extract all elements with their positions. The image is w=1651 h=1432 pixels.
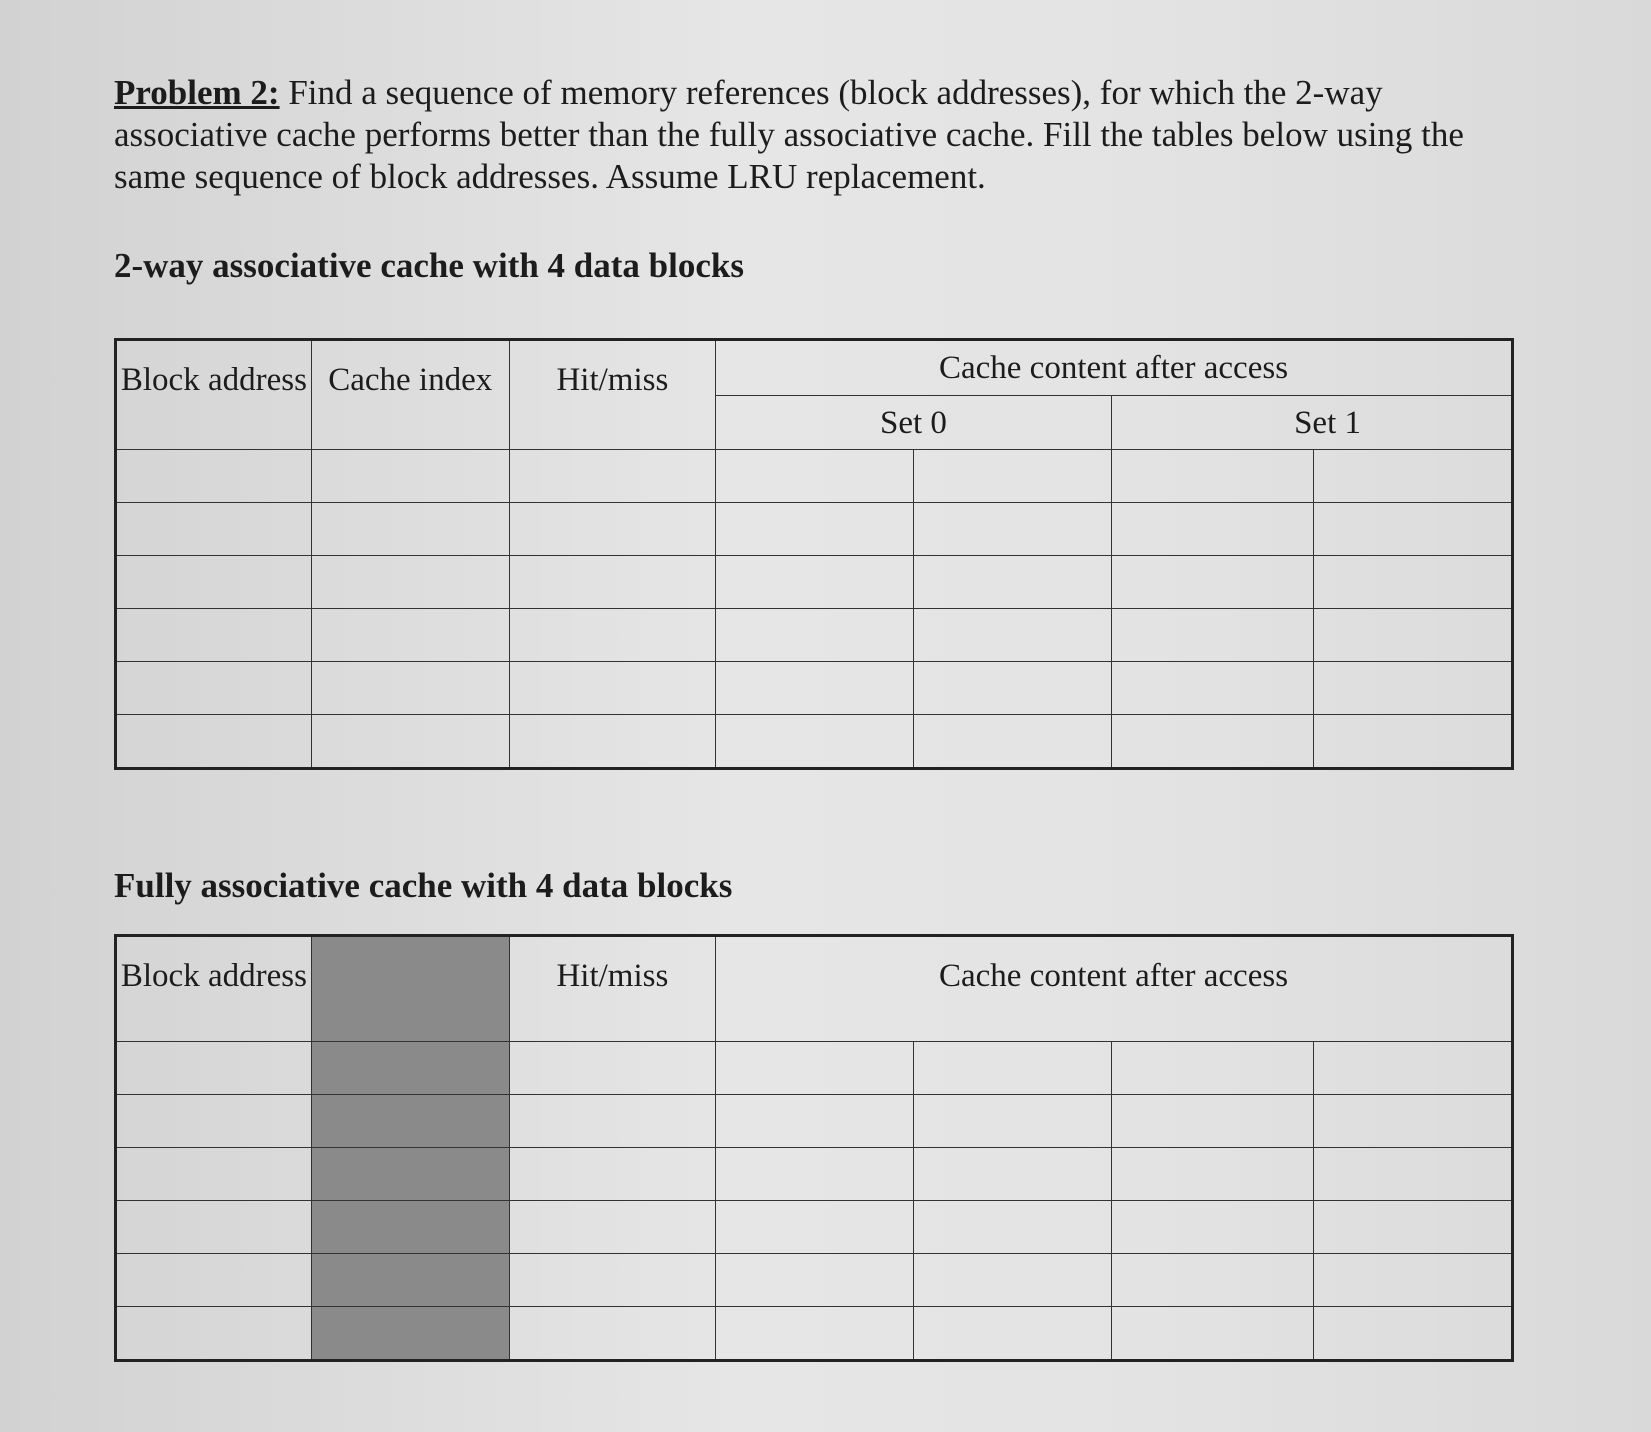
cell-content-3[interactable] <box>1111 662 1313 715</box>
cell-block-address[interactable] <box>116 556 312 609</box>
col-header-cache-content: Cache content after access <box>716 340 1513 396</box>
cell-hit-miss[interactable] <box>509 609 715 662</box>
shaded-cell <box>311 1307 509 1361</box>
cell-cache-index[interactable] <box>311 715 509 769</box>
col-header-hit-miss: Hit/miss <box>509 340 715 450</box>
cell-content-2[interactable] <box>913 450 1111 503</box>
cell-cache-index[interactable] <box>311 609 509 662</box>
table-row <box>116 662 1513 715</box>
problem-text: Find a sequence of memory references (block addresses), for which the 2-way associative cache performs better than the fully associative cache. Fill the tables below using the same sequence of block addresses. Assume LRU replacement. <box>114 73 1464 196</box>
cell-content-4[interactable] <box>1313 715 1512 769</box>
cell-hit-miss[interactable] <box>509 503 715 556</box>
cell-content-1[interactable] <box>716 1307 914 1361</box>
table-row <box>116 1254 1513 1307</box>
table-row <box>116 1095 1513 1148</box>
cell-hit-miss[interactable] <box>509 1095 715 1148</box>
cell-hit-miss[interactable] <box>509 556 715 609</box>
cell-block-address[interactable] <box>116 1307 312 1361</box>
table-row <box>116 556 1513 609</box>
cell-content-4[interactable] <box>1313 1148 1512 1201</box>
cell-content-2[interactable] <box>913 1148 1111 1201</box>
cell-block-address[interactable] <box>116 450 312 503</box>
col-header-block-address: Block address <box>116 936 312 1042</box>
cell-content-3[interactable] <box>1111 1254 1313 1307</box>
cell-content-3[interactable] <box>1111 1307 1313 1361</box>
cell-hit-miss[interactable] <box>509 450 715 503</box>
problem-statement <box>114 72 1544 198</box>
cell-content-4[interactable] <box>1313 1201 1512 1254</box>
cell-content-2[interactable] <box>913 1307 1111 1361</box>
cell-hit-miss[interactable] <box>509 1201 715 1254</box>
cell-content-3[interactable] <box>1111 503 1313 556</box>
two-way-heading: 2-way associative cache with 4 data blocks <box>114 246 744 285</box>
table-row <box>116 1201 1513 1254</box>
col-header-set-1: Set 1 <box>1111 396 1512 450</box>
cell-hit-miss[interactable] <box>509 1148 715 1201</box>
cell-content-3[interactable] <box>1111 450 1313 503</box>
fully-assoc-cache-table <box>114 934 1514 1362</box>
table-row <box>116 609 1513 662</box>
cell-content-2[interactable] <box>913 662 1111 715</box>
cell-block-address[interactable] <box>116 1148 312 1201</box>
cell-cache-index[interactable] <box>311 662 509 715</box>
cell-content-3[interactable] <box>1111 1148 1313 1201</box>
cell-hit-miss[interactable] <box>509 1042 715 1095</box>
table-row <box>116 1042 1513 1095</box>
cell-content-4[interactable] <box>1313 1254 1512 1307</box>
table-row <box>116 1307 1513 1361</box>
cell-content-2[interactable] <box>913 1201 1111 1254</box>
fully-assoc-heading: Fully associative cache with 4 data blocks <box>114 866 733 905</box>
cell-block-address[interactable] <box>116 609 312 662</box>
cell-content-1[interactable] <box>716 503 914 556</box>
cell-hit-miss[interactable] <box>509 1254 715 1307</box>
cell-block-address[interactable] <box>116 1254 312 1307</box>
table-row <box>116 450 1513 503</box>
cell-content-2[interactable] <box>913 1095 1111 1148</box>
shaded-column-header <box>311 936 509 1042</box>
shaded-cell <box>311 1042 509 1095</box>
cell-content-1[interactable] <box>716 609 914 662</box>
cell-content-3[interactable] <box>1111 1042 1313 1095</box>
cell-content-1[interactable] <box>716 450 914 503</box>
two-way-cache-table <box>114 338 1514 770</box>
cell-content-2[interactable] <box>913 556 1111 609</box>
cell-content-1[interactable] <box>716 662 914 715</box>
col-header-cache-content: Cache content after access <box>716 936 1513 1042</box>
cell-hit-miss[interactable] <box>509 662 715 715</box>
cell-content-4[interactable] <box>1313 1042 1512 1095</box>
cell-content-3[interactable] <box>1111 715 1313 769</box>
cell-block-address[interactable] <box>116 1095 312 1148</box>
shaded-cell <box>311 1254 509 1307</box>
shaded-cell <box>311 1201 509 1254</box>
cell-content-3[interactable] <box>1111 609 1313 662</box>
cell-content-3[interactable] <box>1111 1095 1313 1148</box>
cell-content-1[interactable] <box>716 1042 914 1095</box>
cell-content-4[interactable] <box>1313 609 1512 662</box>
cell-content-1[interactable] <box>716 1148 914 1201</box>
cell-content-1[interactable] <box>716 556 914 609</box>
cell-content-2[interactable] <box>913 609 1111 662</box>
shaded-cell <box>311 1148 509 1201</box>
cell-content-4[interactable] <box>1313 503 1512 556</box>
cell-content-1[interactable] <box>716 1201 914 1254</box>
col-header-block-address: Block address <box>116 340 312 450</box>
cell-content-4[interactable] <box>1313 1307 1512 1361</box>
shaded-cell <box>311 1095 509 1148</box>
cell-content-4[interactable] <box>1313 662 1512 715</box>
cell-block-address[interactable] <box>116 662 312 715</box>
table-row <box>116 1148 1513 1201</box>
table-row <box>116 715 1513 769</box>
cell-hit-miss[interactable] <box>509 715 715 769</box>
cell-content-1[interactable] <box>716 1095 914 1148</box>
cell-content-4[interactable] <box>1313 556 1512 609</box>
col-header-set-0: Set 0 <box>716 396 1112 450</box>
cell-content-3[interactable] <box>1111 1201 1313 1254</box>
cell-hit-miss[interactable] <box>509 1307 715 1361</box>
cell-block-address[interactable] <box>116 715 312 769</box>
cell-content-2[interactable] <box>913 1254 1111 1307</box>
cell-content-4[interactable] <box>1313 1095 1512 1148</box>
cell-content-2[interactable] <box>913 503 1111 556</box>
cell-content-2[interactable] <box>913 715 1111 769</box>
col-header-cache-index: Cache index <box>311 340 509 450</box>
table-row <box>116 503 1513 556</box>
cell-content-3[interactable] <box>1111 556 1313 609</box>
col-header-hit-miss: Hit/miss <box>509 936 715 1042</box>
cell-cache-index[interactable] <box>311 450 509 503</box>
cell-content-1[interactable] <box>716 715 914 769</box>
cell-content-2[interactable] <box>913 1042 1111 1095</box>
cell-content-4[interactable] <box>1313 450 1512 503</box>
problem-label: Problem 2: <box>114 73 280 112</box>
cell-cache-index[interactable] <box>311 556 509 609</box>
cell-block-address[interactable] <box>116 1042 312 1095</box>
cell-block-address[interactable] <box>116 503 312 556</box>
cell-cache-index[interactable] <box>311 503 509 556</box>
cell-content-1[interactable] <box>716 1254 914 1307</box>
cell-block-address[interactable] <box>116 1201 312 1254</box>
